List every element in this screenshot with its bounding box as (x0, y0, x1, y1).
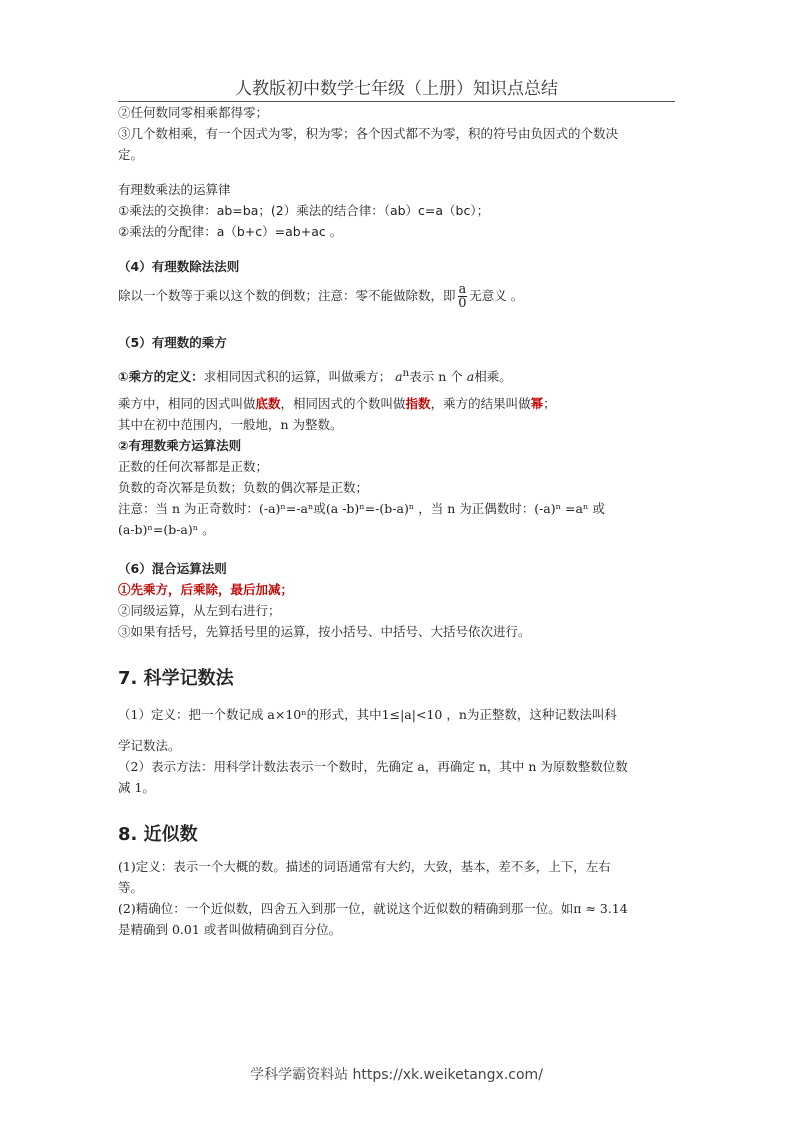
page-content (118, 102, 678, 940)
mult-rule-2: ②任何数同零相乘都得零； (118, 105, 269, 120)
power-terms-text3: ，乘方的结果叫做 (430, 396, 531, 412)
sci-method-line2: 减 1。 (118, 780, 155, 796)
power-terms (118, 393, 678, 414)
mixed-step-1 (118, 579, 678, 600)
approx-prec-line1: (2)精确位：一个近似数，四舍五入到那一位，就说这个近似数的精确到那一位。如π ≈ 3.14 (118, 901, 628, 917)
mult-law-1: ①乘法的交换律：ab=ba；(2）乘法的结合律：（ab）c=a（bc）； (118, 203, 490, 218)
power-terms-text4: ； (543, 396, 556, 412)
division-rule (118, 283, 678, 310)
power-heading: （5）有理数的乘方 (118, 335, 227, 350)
fraction-denominator: 0 (458, 296, 467, 311)
power-note-line2: (a-b)ⁿ=(b-a)ⁿ 。 (118, 522, 215, 538)
power-rule-1: 正数的任何次幂都是正数； (118, 459, 269, 475)
mixed-step-1-num: ① (118, 582, 131, 598)
term-power: 幂 (530, 396, 544, 412)
power-definition (118, 363, 678, 387)
power-def-text1: 求相同因式积的运算，叫做乘方； (203, 369, 392, 385)
page-footer[interactable]: 学科学霸资料站 https://xk.weiketangx.com/ (250, 1067, 543, 1083)
power-def-superscript: n (402, 367, 410, 379)
mult-rule-3-line1: ③几个数相乘，有一个因式为零，积为零；各个因式都不为零，积的符号由负因式的个数决 (118, 126, 619, 141)
mixed-step-2: ②同级运算，从左到右进行； (118, 603, 281, 619)
power-scope: 其中在初中范围内，一般地，n 为整数。 (118, 417, 343, 433)
power-def-symbol: a (395, 369, 403, 385)
approx-heading: 8. 近似数 (118, 824, 198, 846)
division-text-before: 除以一个数等于乘以这个数的倒数；注意：零不能做除数，即 (118, 288, 456, 303)
power-def-text2: 表示 n 个 (409, 369, 463, 385)
division-heading: （4）有理数除法法则 (118, 259, 240, 274)
power-def-text3: 相乘。 (474, 369, 512, 385)
sci-method-line1: （2）表示方法：用科学计数法表示一个数时，先确定 a，再确定 n，其中 n 为原数整数位数 (118, 759, 628, 775)
mult-rule-3-line2: 定。 (118, 147, 144, 162)
mixed-step-1-end: ； (280, 582, 294, 598)
term-base: 底数 (255, 396, 281, 412)
power-terms-text1: 乘方中，相同的因式叫做 (118, 396, 256, 412)
power-def-symbol-2: a (466, 369, 475, 385)
approx-def-line1: (1)定义：表示一个大概的数。描述的词语通常有大约，大致，基本，差不多，上下，左右 (118, 859, 611, 875)
mult-law-2: ②乘法的分配律：a（b+c）=ab+ac 。 (118, 224, 343, 239)
power-rule-2: 负数的奇次幂是负数；负数的偶次幂是正数； (118, 480, 369, 496)
power-terms-text2: ，相同因式的个数叫做 (280, 396, 406, 412)
mixed-step-1-text: 先乘方，后乘除，最后加减 (130, 582, 281, 598)
division-text-after: 无意义 。 (469, 288, 524, 303)
fraction-numerator: a (458, 282, 467, 297)
fraction-a-over-0 (458, 283, 468, 310)
sci-notation-heading: 7. 科学记数法 (118, 668, 234, 690)
mixed-heading: （6）混合运算法则 (118, 561, 227, 577)
mult-laws-title: 有理数乘法的运算律 (118, 182, 231, 197)
term-exponent: 指数 (405, 396, 431, 412)
power-note-line1: 注意：当 n 为正奇数时：(-a)ⁿ=-aⁿ或(a -b)ⁿ=-(b-a)ⁿ ，当 n 为正偶数时：(-a)ⁿ =aⁿ 或 (118, 501, 605, 517)
sci-def-line2: 学记数法。 (118, 738, 181, 754)
approx-prec-line2: 是精确到 0.01 或者叫做精确到百分位。 (118, 922, 342, 938)
power-def-label: ①乘方的定义： (118, 369, 204, 385)
approx-def-line2: 等。 (118, 880, 144, 896)
mixed-step-3: ③如果有括号，先算括号里的运算，按小括号、中括号、大括号依次进行。 (118, 624, 531, 640)
power-rule-label: ②有理数乘方运算法则 (118, 438, 242, 454)
page-header: 人教版初中数学七年级（上册）知识点总结 (118, 74, 675, 102)
sci-def-line1: （1）定义：把一个数记成 a×10ⁿ的形式，其中1≤|a|<10 ，n为正整数，这种记数法叫科 (118, 707, 617, 723)
